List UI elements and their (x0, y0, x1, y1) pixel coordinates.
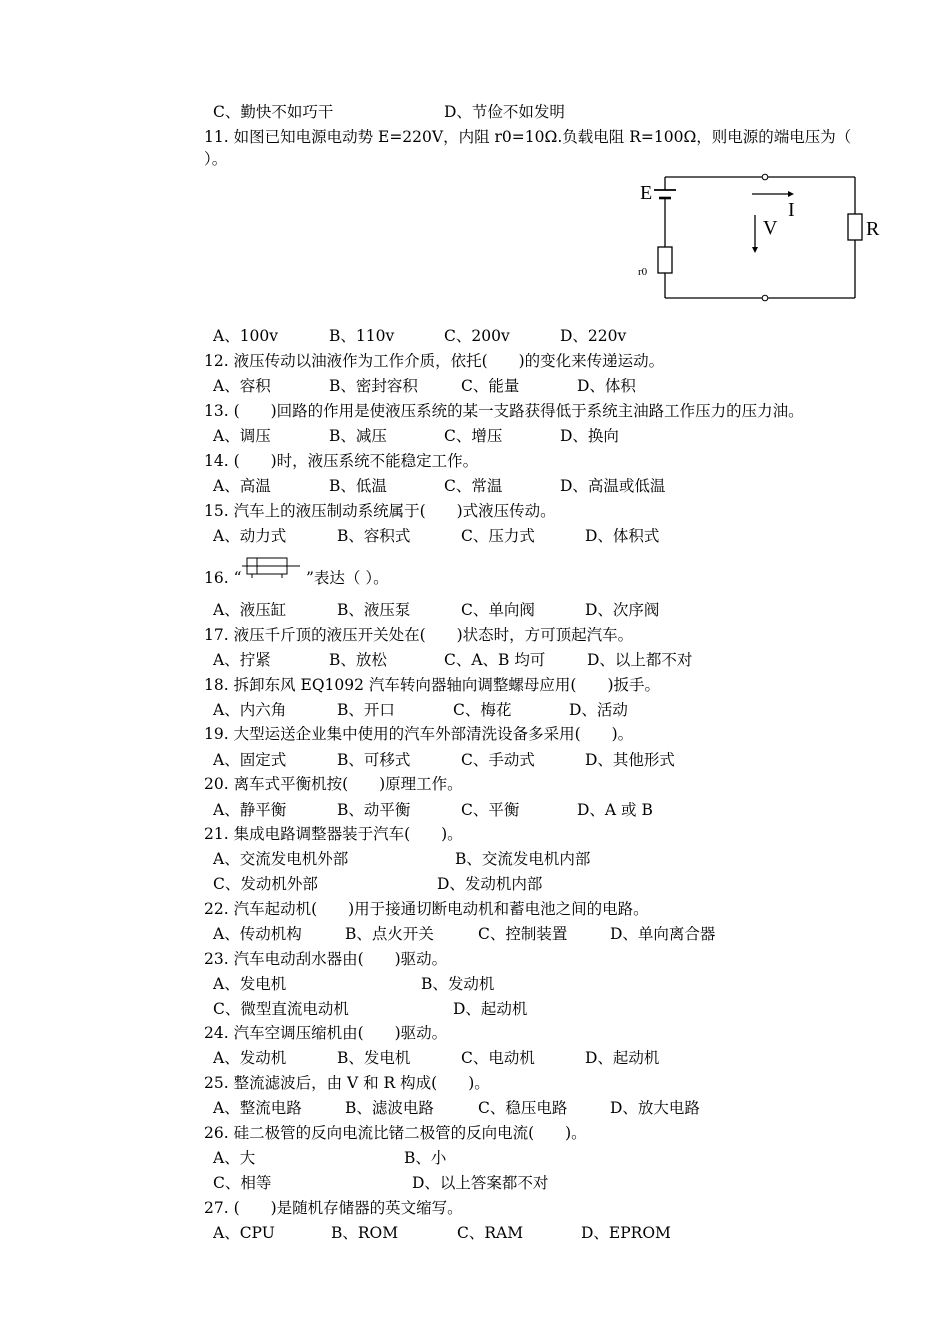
option-a: A、静平衡 (213, 801, 287, 819)
label-r: R (866, 218, 880, 240)
question-13: 13. ( )回路的作用是使液压系统的某一支路获得低于系统主油路工作压力的压力油。 (204, 402, 804, 420)
option-c: C、发动机外部 (213, 875, 318, 893)
option-b: B、减压 (329, 427, 387, 445)
question-16-text: ”表达（ ）。 (306, 569, 389, 587)
option-b: B、发电机 (337, 1049, 411, 1067)
option-b: B、密封容积 (329, 377, 418, 395)
option-a: A、固定式 (213, 751, 287, 769)
option-d: D、换向 (560, 427, 619, 445)
label-r0: r0 (638, 266, 648, 278)
option-b: B、点火开关 (345, 925, 434, 943)
option-d: D、节俭不如发明 (444, 103, 565, 121)
option-a: A、液压缸 (213, 601, 287, 619)
option-c: C、能量 (461, 377, 520, 395)
option-a: A、拧紧 (213, 651, 271, 669)
option-d: D、其他形式 (585, 751, 675, 769)
question-15: 15. 汽车上的液压制动系统属于( )式液压传动。 (204, 502, 556, 520)
option-c: C、微型直流电动机 (213, 1000, 349, 1018)
r0-resistor (658, 247, 672, 273)
circuit-diagram (630, 165, 890, 310)
option-b: B、开口 (337, 701, 395, 719)
question-23: 23. 汽车电动刮水器由( )驱动。 (204, 950, 448, 968)
option-b: B、交流发电机内部 (455, 850, 591, 868)
option-b: B、动平衡 (337, 801, 411, 819)
option-c: C、电动机 (461, 1049, 535, 1067)
option-d: D、单向离合器 (610, 925, 716, 943)
option-c: C、常温 (444, 477, 503, 495)
question-22: 22. 汽车起动机( )用于接通切断电动机和蓄电池之间的电路。 (204, 900, 649, 918)
option-a: A、容积 (213, 377, 271, 395)
option-d: D、体积 (577, 377, 636, 395)
question-18: 18. 拆卸东风 EQ1092 汽车转向器轴向调整螺母应用( )扳手。 (204, 676, 660, 694)
option-a: A、发动机 (213, 1049, 287, 1067)
question-16-number: 16. “ (204, 569, 242, 587)
option-d: D、发动机内部 (437, 875, 543, 893)
top-terminal (762, 174, 768, 180)
option-d: D、体积式 (585, 527, 660, 545)
option-d: D、活动 (569, 701, 628, 719)
option-a: A、交流发电机外部 (213, 850, 349, 868)
option-c: C、手动式 (461, 751, 535, 769)
option-d: D、高温或低温 (560, 477, 666, 495)
option-c: C、增压 (444, 427, 503, 445)
voltage-arrowhead (752, 247, 758, 253)
option-a: A、发电机 (213, 975, 287, 993)
question-14: 14. ( )时，液压系统不能稳定工作。 (204, 452, 479, 470)
option-d: D、次序阀 (585, 601, 660, 619)
question-19: 19. 大型运送企业集中使用的汽车外部清洗设备多采用( )。 (204, 725, 634, 743)
option-a: A、大 (213, 1149, 256, 1167)
question-25: 25. 整流滤波后，由 V 和 R 构成( )。 (204, 1074, 490, 1092)
option-c: C、压力式 (461, 527, 535, 545)
option-d: D、EPROM (581, 1224, 671, 1242)
question-24: 24. 汽车空调压缩机由( )驱动。 (204, 1024, 448, 1042)
question-11: 11. 如图已知电源电动势 E=220V，内阻 r0=10Ω.负载电阻 R=100Ω，则电源的端电压为（ ）。 (204, 128, 852, 168)
option-d: D、220v (560, 327, 627, 345)
option-c: C、A、B 均可 (444, 651, 546, 669)
option-d: D、起动机 (453, 1000, 528, 1018)
option-a: A、整流电路 (213, 1099, 302, 1117)
question-26: 26. 硅二极管的反向电流比锗二极管的反向电流( )。 (204, 1124, 587, 1142)
option-b: B、ROM (331, 1224, 399, 1242)
option-a: A、内六角 (213, 701, 287, 719)
option-b: B、小 (404, 1149, 447, 1167)
option-c: C、梅花 (453, 701, 512, 719)
question-27: 27. ( )是随机存储器的英文缩写。 (204, 1199, 463, 1217)
option-c: C、RAM (457, 1224, 524, 1242)
option-c: C、单向阀 (461, 601, 535, 619)
option-c: C、勤快不如巧干 (213, 103, 334, 121)
option-b: B、滤波电路 (345, 1099, 434, 1117)
hydraulic-symbol-icon (240, 555, 302, 581)
option-d: D、以上答案都不对 (412, 1174, 549, 1192)
current-arrowhead (788, 191, 794, 197)
question-12: 12. 液压传动以油液作为工作介质，依托( )的变化来传递运动。 (204, 352, 665, 370)
option-d: D、以上都不对 (587, 651, 693, 669)
question-17: 17. 液压千斤顶的液压开关处在( )状态时，方可顶起汽车。 (204, 626, 634, 644)
option-a: A、100v (213, 327, 279, 345)
option-b: B、可移式 (337, 751, 411, 769)
option-a: A、高温 (213, 477, 271, 495)
option-b: B、放松 (329, 651, 387, 669)
option-c: C、平衡 (461, 801, 520, 819)
option-c: C、控制装置 (478, 925, 568, 943)
option-b: B、容积式 (337, 527, 411, 545)
option-b: B、低温 (329, 477, 387, 495)
option-a: A、传动机构 (213, 925, 302, 943)
bottom-terminal (762, 295, 768, 301)
option-b: B、液压泵 (337, 601, 411, 619)
option-c: C、相等 (213, 1174, 272, 1192)
option-c: C、稳压电路 (478, 1099, 568, 1117)
option-d: D、放大电路 (610, 1099, 700, 1117)
option-a: A、CPU (213, 1224, 275, 1242)
option-d: D、起动机 (585, 1049, 660, 1067)
option-a: A、动力式 (213, 527, 287, 545)
option-b: B、发动机 (421, 975, 495, 993)
option-b: B、110v (329, 327, 395, 345)
r-resistor (848, 214, 862, 240)
option-d: D、A 或 B (577, 801, 653, 819)
label-v: V (763, 217, 778, 239)
label-e: E (640, 182, 653, 204)
label-i: I (788, 199, 795, 221)
option-c: C、200v (444, 327, 510, 345)
question-20: 20. 离车式平衡机按( )原理工作。 (204, 775, 463, 793)
question-21: 21. 集成电路调整器装于汽车( )。 (204, 825, 463, 843)
option-a: A、调压 (213, 427, 271, 445)
